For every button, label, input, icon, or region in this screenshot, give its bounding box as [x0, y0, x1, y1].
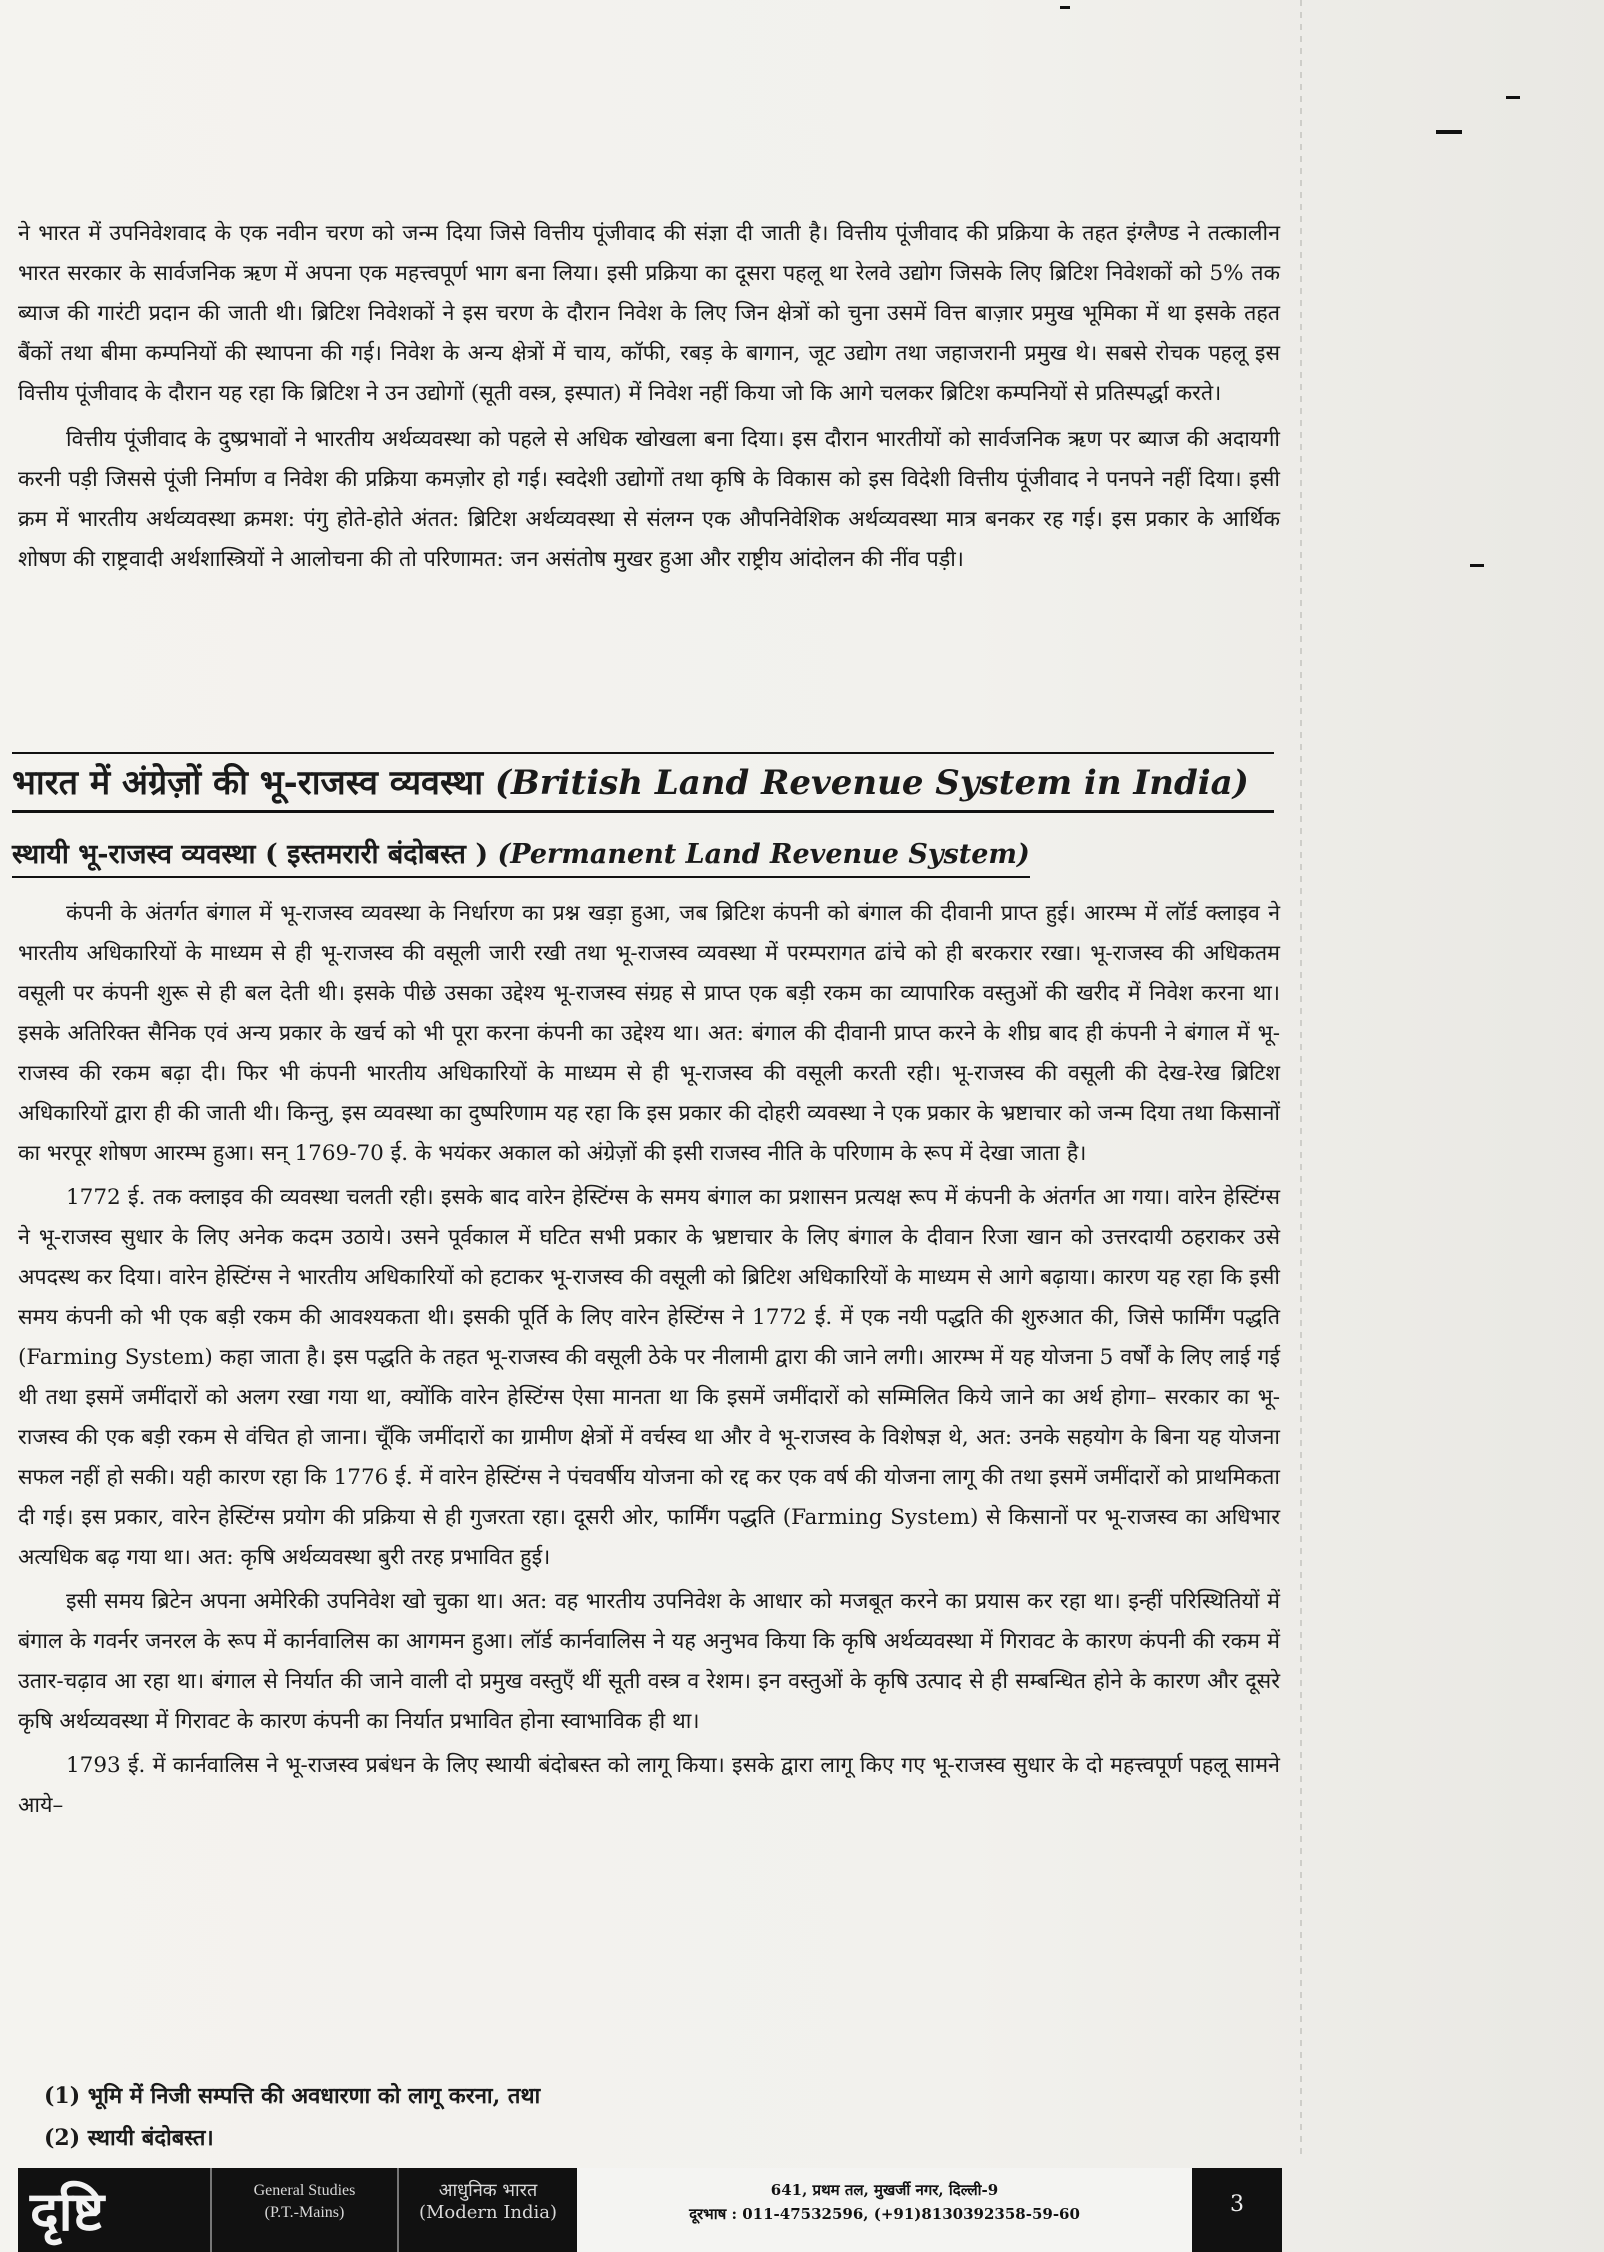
- sub-heading-block: [12, 836, 1030, 878]
- footer-course-line1: General Studies: [253, 2182, 356, 2199]
- sub-heading-hindi: स्थायी भू-राजस्व व्यवस्था ( इस्तमरारी बंदोबस्त ): [12, 839, 489, 870]
- page-footer: [18, 2168, 1282, 2252]
- main-heading: [12, 760, 1274, 806]
- scan-mark: [1436, 130, 1462, 134]
- drishti-logo: दृष्टि: [30, 2180, 105, 2243]
- main-heading-hindi: भारत में अंग्रेज़ों की भू-राजस्व व्यवस्था: [12, 763, 484, 803]
- footer-course-line2: (P.T.-Mains): [264, 2204, 345, 2221]
- paragraph-effects: वित्तीय पूंजीवाद के दुष्प्रभावों ने भारतीय अर्थव्यवस्था को पहले से अधिक खोखला बना दिया। इस दौरान भारतीयों को सार्वजनिक ऋण पर ब्याज की अदायगी करनी पड़ी जिससे पूंजी निर्माण व निवेश की प्रक्रिया कमज़ोर हो गई। स्वदेशी उद्योगों तथा कृषि के विकास को इस विदेशी वित्तीय पूंजीवाद ने पनपने नहीं दिया। इसी क्रम में भारतीय अर्थव्यवस्था क्रमश: पंगु होते-होते अंतत: ब्रिटिश अर्थव्यवस्था से संलग्न एक औपनिवेशिक अर्थव्यवस्था मात्र बनकर रह गई। इस प्रकार के आर्थिक शोषण की राष्ट्रवादी अर्थशास्त्रियों ने आलोचना की तो परिणामत: जन असंतोष मुखर हुआ और राष्ट्रीय आंदोलन की नींव पड़ी।: [18, 427, 1280, 572]
- footer-subject-english: (Modern India): [418, 2202, 558, 2223]
- footer-subject-hindi: आधुनिक भारत: [438, 2180, 538, 2201]
- paragraph-hastings: 1772 ई. तक क्लाइव की व्यवस्था चलती रही। इसके बाद वारेन हेस्टिंग्स के समय बंगाल का प्रशासन प्रत्यक्ष रूप में कंपनी के अंतर्गत आ गया। वारेन हेस्टिंग्स ने भू-राजस्व सुधार के लिए अनेक कदम उठाये। उसने पूर्वकाल में घटित सभी प्रकार के भ्रष्टाचार के लिए बंगाल के दीवान रिजा खान को उत्तरदायी ठहराकर उसे अपदस्थ कर दिया। वारेन हेस्टिंग्स ने भारतीय अधिकारियों को हटाकर भू-राजस्व की वसूली को ब्रिटिश अधिकारियों के माध्यम से आगे बढ़ाया। कारण यह रहा कि इसी समय कंपनी को भी एक बड़ी रकम की आवश्यकता थी। इसकी पूर्ति के लिए वारेन हेस्टिंग्स ने 1772 ई. में एक नयी पद्धति की शुरुआत की, जिसे फार्मिंग पद्धति (Farming System) कहा जाता है। इस पद्धति के तहत भू-राजस्व की वसूली ठेके पर नीलामी द्वारा की जाने लगी। आरम्भ में यह योजना 5 वर्षों के लिए लाई गई थी तथा इसमें जमींदारों को अलग रखा गया था, क्योंकि वारेन हेस्टिंग्स ऐसा मानता था कि इसमें जमींदारों को सम्मिलित किये जाने का अर्थ होगा– सरकार का भू-राजस्व की एक बड़ी रकम से वंचित हो जाना। चूँकि जमींदारों का ग्रामीण क्षेत्रों में वर्चस्व था और वे भू-राजस्व के विशेषज्ञ थे, अत: उनके सहयोग के बिना यह योजना सफल नहीं हो सकी। यही कारण रहा कि 1776 ई. में वारेन हेस्टिंग्स ने पंचवर्षीय योजना को रद्द कर एक वर्ष की योजना लागू की तथा इसमें जमींदारों को प्राथमिकता दी गई। इस प्रकार, वारेन हेस्टिंग्स प्रयोग की प्रक्रिया से ही गुजरता रहा। दूसरी ओर, फार्मिंग पद्धति (Farming System) से किसानों पर भू-राजस्व का अधिभार अत्यधिक बढ़ गया था। अत: कृषि अर्थव्यवस्था बुरी तरह प्रभावित हुई।: [18, 1185, 1280, 1570]
- paragraph-1793: 1793 ई. में कार्नवालिस ने भू-राजस्व प्रबंधन के लिए स्थायी बंदोबस्त को लागू किया। इसके द्वारा लागू किए गए भू-राजस्व सुधार के दो महत्त्वपूर्ण पहलू सामने आये–: [18, 1753, 1280, 1818]
- footer-address-block: [577, 2168, 1192, 2252]
- scan-mark: [1470, 564, 1484, 567]
- list-item: (1) भूमि में निजी सम्पत्ति की अवधारणा को लागू करना, तथा: [44, 2083, 541, 2109]
- list-item: (2) स्थायी बंदोबस्त।: [44, 2125, 214, 2151]
- body-section: [18, 894, 1280, 1826]
- footer-course: [210, 2168, 397, 2252]
- page-fold-shadow: [1300, 0, 1302, 2160]
- sub-heading: [12, 836, 1030, 878]
- paragraph-financial-capitalism: ने भारत में उपनिवेशवाद के एक नवीन चरण को जन्म दिया जिसे वित्तीय पूंजीवाद की संज्ञा दी जाती है। वित्तीय पूंजीवाद की प्रक्रिया के तहत इंग्लैण्ड ने तत्कालीन भारत सरकार के सार्वजनिक ऋण में अपना एक महत्त्वपूर्ण भाग बना लिया। इसी प्रक्रिया का दूसरा पहलू था रेलवे उद्योग जिसके लिए ब्रिटिश निवेशकों को 5% तक ब्याज की गारंटी प्रदान की जाती थी। ब्रिटिश निवेशकों ने इस चरण के दौरान निवेश के लिए जिन क्षेत्रों को चुना उसमें वित्त बाज़ार प्रमुख भूमिका में था इसके तहत बैंकों तथा बीमा कम्पनियों की स्थापना की गई। निवेश के अन्य क्षेत्रों में चाय, कॉफी, रबड़ के बागान, जूट उद्योग तथा जहाजरानी प्रमुख थे। सबसे रोचक पहलू इस वित्तीय पूंजीवाद के दौरान यह रहा कि ब्रिटिश ने उन उद्योगों (सूती वस्त्र, इस्पात) में निवेश नहीं किया जो कि आगे चलकर ब्रिटिश कम्पनियों से प्रतिस्पर्द्धा करते।: [18, 221, 1280, 406]
- reform-list: [44, 2075, 540, 2159]
- main-heading-block: [12, 752, 1274, 813]
- page-number: 3: [1230, 2192, 1244, 2217]
- footer-phone: दूरभाष : 011-47532596, (+91)8130392358-59-60: [689, 2205, 1080, 2223]
- scan-mark: [1506, 96, 1520, 99]
- scan-mark: [1060, 6, 1070, 9]
- footer-address: 641, प्रथम तल, मुखर्जी नगर, दिल्ली-9: [770, 2181, 999, 2199]
- paragraph-clive: कंपनी के अंतर्गत बंगाल में भू-राजस्व व्यवस्था के निर्धारण का प्रश्न खड़ा हुआ, जब ब्रिटिश कंपनी को बंगाल की दीवानी प्राप्त हुई। आरम्भ में लॉर्ड क्लाइव ने भारतीय अधिकारियों के माध्यम से ही भू-राजस्व की वसूली जारी रखी तथा भू-राजस्व व्यवस्था में परम्परागत ढांचे को ही बरकरार रखा। भू-राजस्व की अधिकतम वसूली पर कंपनी शुरू से ही बल देती थी। इसके पीछे उसका उद्देश्य भू-राजस्व संग्रह से प्राप्त एक बड़ी रकम का व्यापारिक वस्तुओं की खरीद में निवेश करना था। इसके अतिरिक्त सैनिक एवं अन्य प्रकार के खर्च को भी पूरा करना कंपनी का उद्देश्य था। अत: बंगाल की दीवानी प्राप्त करने के शीघ्र बाद ही कंपनी ने बंगाल में भू-राजस्व की रकम बढ़ा दी। फिर भी कंपनी भारतीय अधिकारियों के माध्यम से ही भू-राजस्व की वसूली करती रही। भू-राजस्व की वसूली की देख-रेख ब्रिटिश अधिकारियों द्वारा ही की जाती थी। किन्तु, इस व्यवस्था का दुष्परिणाम यह रहा कि इस प्रकार की दोहरी व्यवस्था ने एक प्रकार के भ्रष्टाचार को जन्म दिया तथा किसानों का भरपूर शोषण आरम्भ हुआ। सन् 1769-70 ई. के भयंकर अकाल को अंग्रेज़ों की इसी राजस्व नीति के परिणाम के रूप में देखा जाता है।: [18, 901, 1280, 1166]
- sub-heading-english: (Permanent Land Revenue System): [497, 839, 1030, 870]
- footer-subject: [397, 2168, 577, 2252]
- main-heading-english: (British Land Revenue System in India): [494, 763, 1249, 803]
- paragraph-cornwallis: इसी समय ब्रिटेन अपना अमेरिकी उपनिवेश खो चुका था। अत: वह भारतीय उपनिवेश के आधार को मजबूत करने का प्रयास कर रहा था। इन्हीं परिस्थितियों में बंगाल के गवर्नर जनरल के रूप में कार्नवालिस का आगमन हुआ। लॉर्ड कार्नवालिस ने यह अनुभव किया कि कृषि अर्थव्यवस्था में गिरावट के कारण कंपनी की रकम में उतार-चढ़ाव आ रहा था। बंगाल से निर्यात की जाने वाली दो प्रमुख वस्तुएँ थीं सूती वस्त्र व रेशम। इन वस्तुओं के कृषि उत्पाद से ही सम्बन्धित होने के कारण और दूसरे कृषि अर्थव्यवस्था में गिरावट के कारण कंपनी का निर्यात प्रभावित होना स्वाभाविक ही था।: [18, 1589, 1280, 1734]
- intro-section: [18, 214, 1280, 580]
